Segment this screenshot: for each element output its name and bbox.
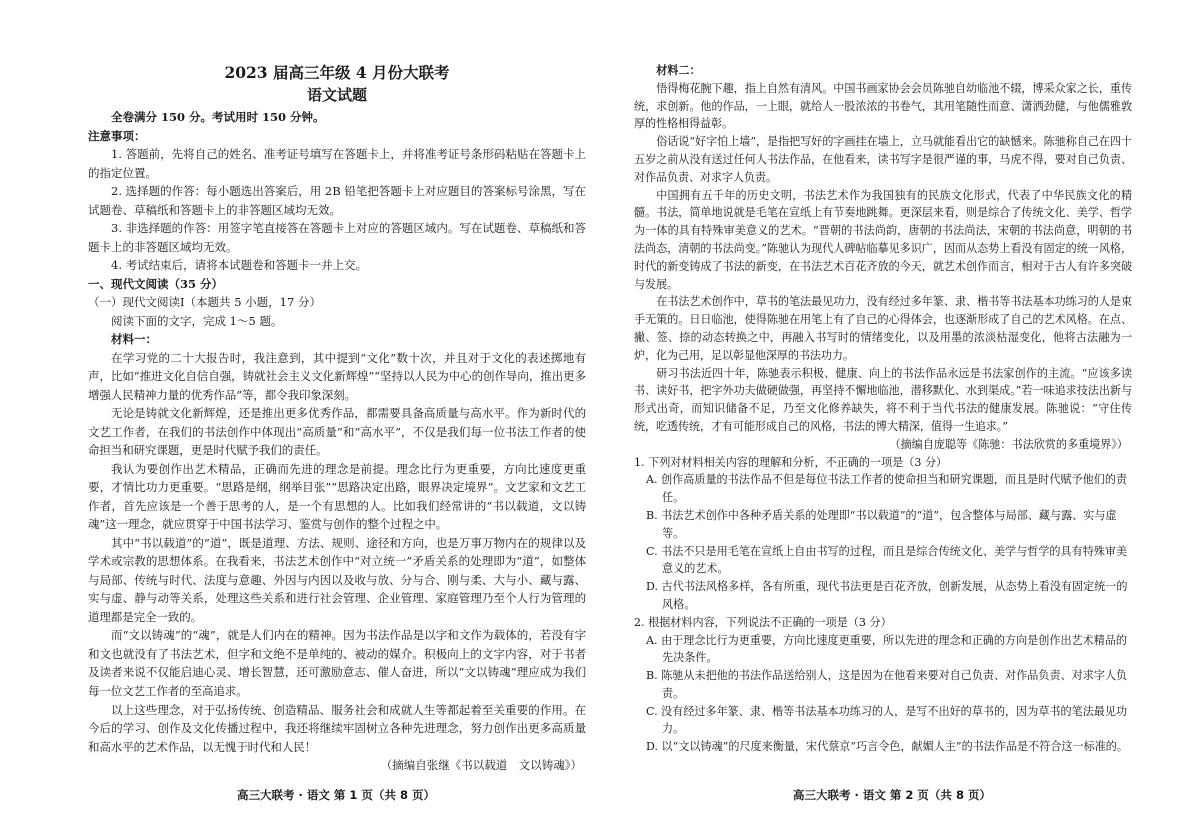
material-1-source: （摘编自张继《书以载道 文以铸魂》） bbox=[380, 758, 582, 773]
material-1-paragraph: 在学习党的二十大报告时，我注意到，其中提到“文化”数十次，并且对于文化的表述掷地有声，比如“推进文化自信自强，铸就社会主义文化新辉煌”“坚持以人民为中心的创作导向，推出更多增强人民精神力量的优秀作品”等，都令我印象深刻。 bbox=[88, 350, 586, 402]
question-1-option: C. 书法不只是用毛笔在宣纸上自由书写的过程，而且是综合传统文化、美学与哲学的具有特殊审美意义的艺术。 bbox=[646, 544, 1128, 576]
subsection-heading: （一）现代文阅读Ⅰ（本题共 5 小题，17 分） bbox=[88, 295, 321, 310]
question-1-option: A. 创作高质量的书法作品不但是每位书法工作者的使命担当和研究课题，而且是时代赋予他们的责任。 bbox=[646, 473, 1128, 505]
question-2-option: D. 以“文以铸魂”的尺度来衡量，宋代蔡京“巧言令色，献媚人主”的书法作品是不符合这一标准的。 bbox=[646, 740, 1128, 754]
question-2-option: A. 由于理念比行为更重要，方向比速度更重要，所以先进的理念和正确的方向是创作出艺术精品的先决条件。 bbox=[646, 633, 1128, 665]
material-2-paragraph: 悟得梅花腕下趣，指上自然有清风。中国书画家协会会员陈驰自幼临池不辍，博采众家之长，重传统，求创新。他的作品，一上眼，就给人一股浓浓的书卷气，其用笔随性而意、潇洒劲健，与他儒雅敦厚的性格相得益彰。 bbox=[634, 81, 1132, 131]
question-2-stem: 2. 根据材料内容，下列说法不正确的一项是（3 分） bbox=[634, 615, 892, 629]
page-2-column bbox=[634, 62, 1132, 756]
material-2-paragraph: 中国拥有五千年的历史文明，书法艺术作为我国独有的民族文化形式，代表了中华民族文化的精髓。书法，简单地说就是毛笔在宣纸上有节奏地跳舞。更深层来看，则是综合了传统文化、美学、哲学为一体的具有特殊审美意义的艺术。“晋朝的书法尚韵，唐朝的书法尚法，宋朝的书法尚意，明朝的书法尚态，清朝的书法尚变。”陈驰认为现代人碑帖临摹见多识广，因而从态势上看没有固定的统一风格，时代的新变铸成了书法的新变，在书法艺术百花齐放的今天，就艺术创作而言，相对于古人有许多突破与发展。 bbox=[634, 188, 1132, 291]
score-line: 全卷满分 150 分。考试用时 150 分钟。 bbox=[111, 110, 325, 124]
exam-title: 2023 届高三年级 4 月份大联考 bbox=[224, 63, 450, 82]
question-1-stem: 1. 下列对材料相关内容的理解和分析，不正确的一项是（3 分） bbox=[634, 455, 948, 469]
section-heading: 一、现代文阅读（35 分） bbox=[88, 276, 224, 291]
notice-item: 3. 非选择题的作答：用签字笔直接答在答题卡上对应的答题区域内。写在试题卷、草稿纸和答题卡上的非答题区域均无效。 bbox=[88, 221, 586, 254]
page-2-footer: 高三大联考 · 语文 第 2 页（共 8 页） bbox=[793, 788, 991, 802]
notice-item: 1. 答题前，先将自己的姓名、准考证号填写在答题卡上，并将准考证号条形码粘贴在答题卡上的指定位置。 bbox=[88, 147, 586, 180]
question-1-option: B. 书法艺术创作中各种矛盾关系的处理即“书以载道”的“道”，包含整体与局部、藏与露、实与虚等。 bbox=[646, 508, 1117, 540]
material-1-paragraph: 其中“书以载道”的“道”，既是道理、方法、规则、途径和方向，也是万事万物内在的规律以及学术或宗教的思想体系。在我看来，书法艺术创作中“对立统一”矛盾关系的处理即为“道”，如整体与局部、传统与时代、法度与意趣、外因与内因以及收与放、分与合、刚与柔、大与小、藏与露、实与虚、静与动等关系，处理这些关系和进行社会管理、企业管理、家庭管理乃至个人行为管理的道理都是完全一致的。 bbox=[88, 535, 586, 624]
page-1-column bbox=[88, 62, 586, 775]
question-2-option: C. 没有经过多年篆、隶、楷等书法基本功练习的人，是写不出好的草书的，因为草书的笔法最见功力。 bbox=[646, 704, 1128, 736]
notice-heading: 注意事项： bbox=[88, 128, 146, 143]
material-2-source: （摘编自庞聪等《陈驰：书法欣赏的多重境界》） bbox=[889, 437, 1128, 451]
material-2-paragraph: 俗话说“好字怕上墙”，是指把写好的字画挂在墙上，立马就能看出它的缺憾来。陈驰称自己在四十五岁之前从没有送过任何人书法作品，在他看来，读书写字是很严谨的事，马虎不得，要对自己负责、对作品负责、对求字人负责。 bbox=[634, 135, 1132, 184]
material-1-paragraph: 我认为要创作出艺术精品，正确而先进的理念是前提。理念比行为更重要，方向比速度更重要，才情比功力更重要。“思路是纲，纲举目张”“思路决定出路，眼界决定境界”。文艺家和文艺工作者，首先应该是一个善于思考的人，是一个有思想的人。比如我们经常讲的“书以载道，文以铸魂”这一理念，就应贯穿于中国书法学习、鉴赏与创作的整个过程之中。 bbox=[88, 461, 586, 532]
reading-instruction: 阅读下面的文字，完成 1～5 题。 bbox=[111, 313, 283, 328]
material-2-paragraph: 在书法艺术创作中，草书的笔法最见功力，没有经过多年篆、隶、楷书等书法基本功练习的人是束手无策的。日日临池，使得陈驰在用笔上有了自己的心得体会，也逐渐形成了自己的艺术风格。在点、撇、签、捺的动态转换之中，再融入书写时的情绪变化，以及用墨的浓淡枯湿变化，他将古法融为一炉，化为己用，足以彰显他深厚的书法功力。 bbox=[634, 295, 1132, 362]
notice-item: 2. 选择题的作答：每小题选出答案后，用 2B 铅笔把答题卡上对应题目的答案标号涂黑，写在试题卷、草稿纸和答题卡上的非答题区域均无效。 bbox=[88, 184, 586, 217]
page-1-footer: 高三大联考 · 语文 第 1 页（共 8 页） bbox=[237, 788, 435, 802]
notice-item: 4. 考试结束后，请将本试题卷和答题卡一并上交。 bbox=[111, 258, 368, 273]
material-2-paragraph: 研习书法近四十年，陈驰表示积极、健康、向上的书法作品永远是书法家创作的主流。“应该多读书、读好书，把字外功夫做硬做强，再坚持不懈地临池，潜移默化、水到渠成。”若一味追求技法出新与形式出奇，而知识储备不足，乃至文化修养缺失，将不利于当代书法的健康发展。陈驰说：“守住传统，吃透传统，才有可能形成自己的风格，书法的博大精深，值得一生追求。” bbox=[634, 366, 1132, 433]
exam-subtitle: 语文试题 bbox=[306, 86, 367, 104]
material-2-label: 材料二： bbox=[656, 64, 701, 77]
question-1-option: D. 古代书法风格多样，各有所重，现代书法更是百花齐放，创新发展，从态势上看没有固定统一的风格。 bbox=[646, 580, 1128, 611]
material-1-paragraph: 以上这些理念，对于弘扬传统、创造精品、服务社会和成就人生等都起着至关重要的作用。在今后的学习、创作及文化传播过程中，我还将继续牢固树立各种先进理念，努力创作出更多高质量和高水平的艺术作品，以无愧于时代和人民！ bbox=[88, 702, 586, 754]
material-1-paragraph: 无论是铸就文化新辉煌，还是推出更多优秀作品，都需要具备高质量与高水平。作为新时代的文艺工作者，在我们的书法创作中体现出“高质量”和“高水平”，不仅是我们每一位书法工作者的使命担当和研究课题，更是时代赋予我们的责任。 bbox=[88, 406, 586, 458]
material-1-paragraph: 而“文以铸魂”的“魂”，就是人们内在的精神。因为书法作品是以字和文作为载体的，若没有字和文也就没有了书法艺术，但字和文绝不是单纯的、被动的媒介。积极向上的文字内容，对于书者及读者来说不仅能启迪心灵、增长智慧，还可激励意志、催人奋进，所以“文以铸魂”理应成为我们每一位文艺工作者的至高追求。 bbox=[88, 628, 586, 698]
question-2-option: B. 陈驰从未把他的书法作品送给别人，这是因为在他看来要对自己负责、对作品负责、对求字人负责。 bbox=[646, 669, 1128, 700]
exam-page-2 bbox=[600, 0, 1200, 833]
material-1-label: 材料一： bbox=[111, 332, 157, 347]
